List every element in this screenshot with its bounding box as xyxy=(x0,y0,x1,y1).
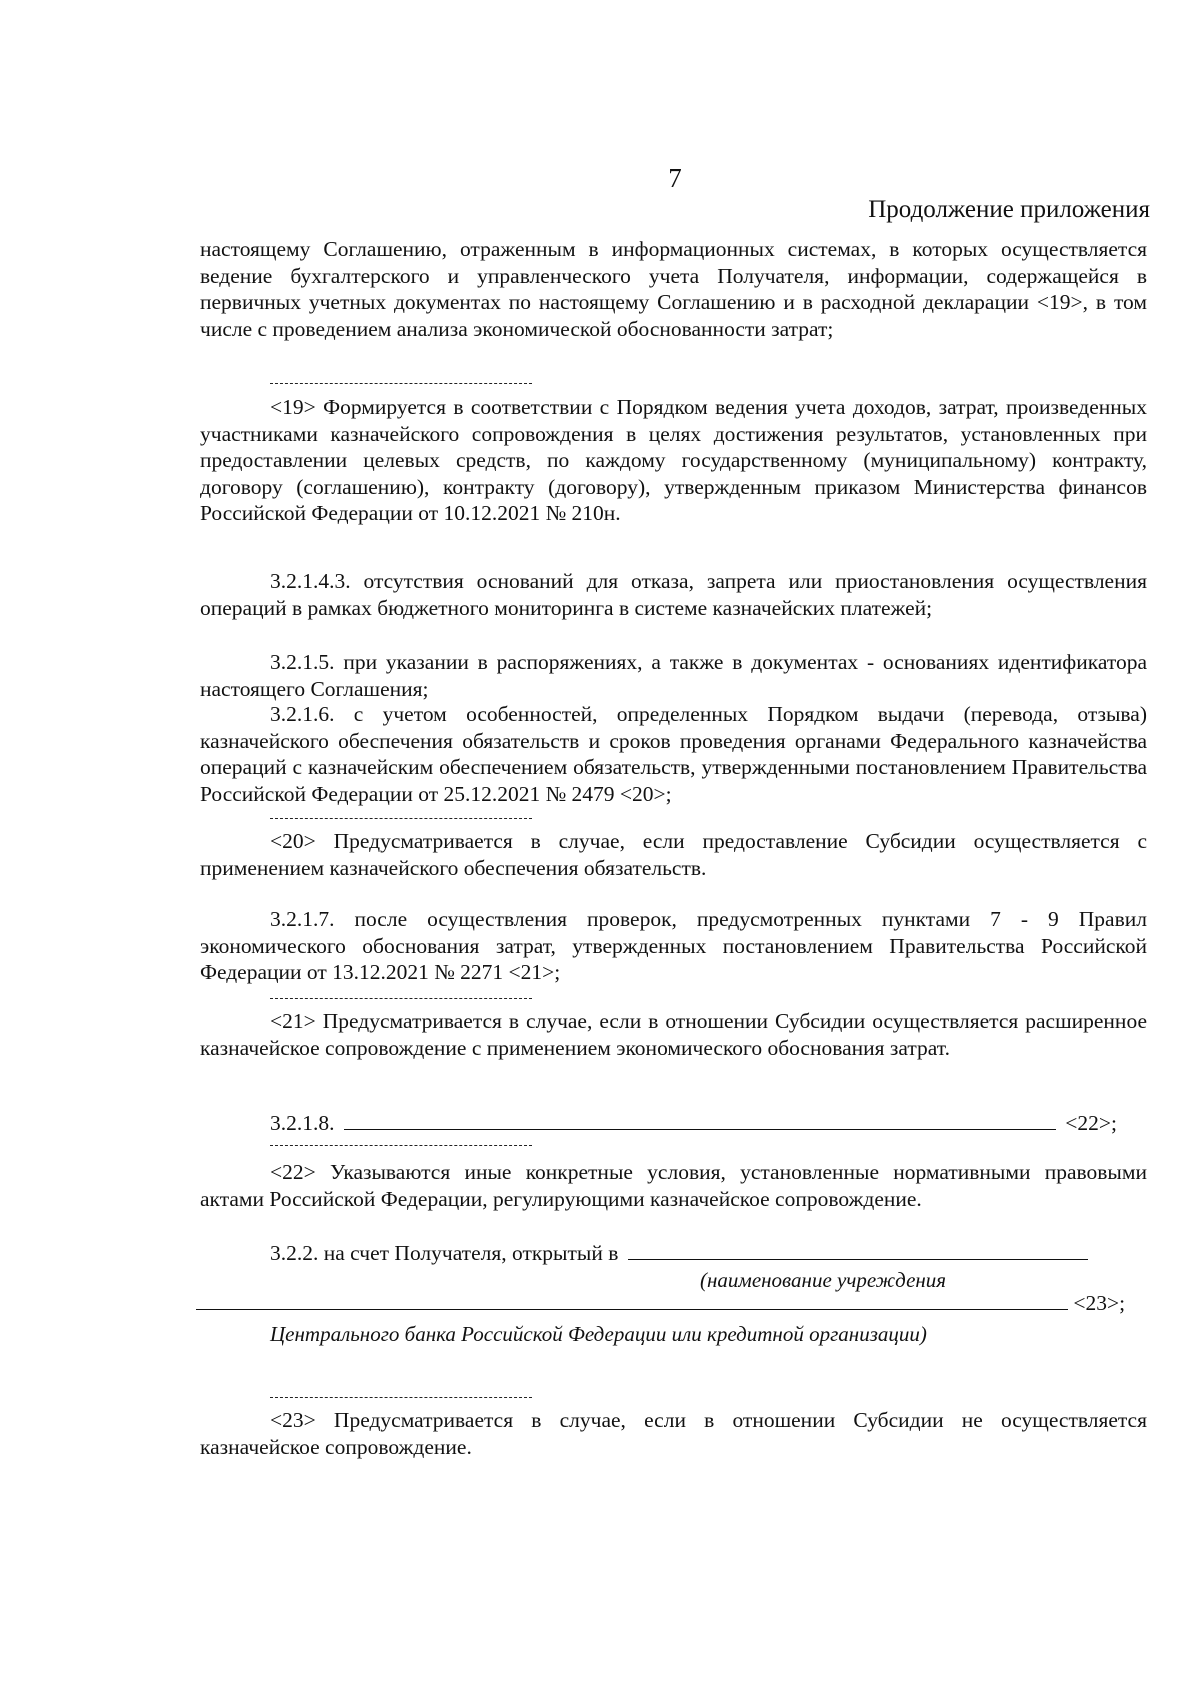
footnote-separator xyxy=(270,998,532,999)
footnote-ref-23: <23>; xyxy=(1073,1291,1126,1315)
paragraph-3-2-1-5: 3.2.1.5. при указании в распоряжениях, а также в документах - основаниях идентификатора настоящего Соглашения; xyxy=(200,650,1147,701)
caption-bank-name: Центрального банка Российской Федерации или кредитной организации) xyxy=(270,1322,927,1346)
paragraph-3-2-1-8 xyxy=(270,1110,1117,1137)
paragraph-3-2-1-8-label: 3.2.1.8. xyxy=(270,1111,335,1135)
footnote-separator xyxy=(270,1397,532,1398)
page-number: 7 xyxy=(668,163,682,193)
paragraph-3-2-1-4-3: 3.2.1.4.3. отсутствия оснований для отказа, запрета или приостановления осуществления операций в рамках бюджетного мониторинга в системе казначейских платежей; xyxy=(200,569,1147,620)
paragraph-continuation: настоящему Соглашению, отраженным в информационных системах, в которых осуществляется ведение бухгалтерского и управленческого учета Получателя, информации, содержащейся в первичных учетных документах по настоящему Соглашению и в расходной декларации <19>, в том числе с проведением анализа экономической обоснованности затрат; xyxy=(200,237,1147,341)
paragraph-3-2-2-line2 xyxy=(196,1290,1125,1317)
footnote-23: <23> Предусматривается в случае, если в отношении Субсидии не осуществляется казначейское сопровождение. xyxy=(200,1408,1147,1459)
footnote-20: <20> Предусматривается в случае, если предоставление Субсидии осуществляется с применением казначейского обеспечения обязательств. xyxy=(200,829,1147,880)
footnote-separator xyxy=(270,818,532,819)
footnote-ref-22: <22>; xyxy=(1065,1111,1117,1135)
footnote-separator xyxy=(270,383,532,384)
caption-institution-name: (наименование учреждения xyxy=(700,1268,947,1292)
paragraph-3-2-2-label: 3.2.2. на счет Получателя, открытый в xyxy=(270,1241,619,1265)
continuation-header: Продолжение приложения xyxy=(868,196,1150,223)
footnote-separator xyxy=(270,1145,532,1146)
footnote-22: <22> Указываются иные конкретные условия, установленные нормативными правовыми актами Российской Федерации, регулирующими казначейское сопровождение. xyxy=(200,1160,1147,1211)
footnote-21: <21> Предусматривается в случае, если в отношении Субсидии осуществляется расширенное казначейское сопровождение с применением экономического обоснования затрат. xyxy=(200,1009,1147,1060)
paragraph-3-2-1-7: 3.2.1.7. после осуществления проверок, предусмотренных пунктами 7 - 9 Правил экономического обоснования затрат, утвержденных постановлением Правительства Российской Федерации от 13.12.2021 № 2271 <21>; xyxy=(200,907,1147,984)
footnote-19: <19> Формируется в соответствии с Порядком ведения учета доходов, затрат, произведенных участниками казначейского сопровождения в целях достижения результатов, установленных при предоставлении целевых средств, по каждому государственному (муниципальному) контракту, договору (соглашению), контракту (договору), утвержденным приказом Министерства финансов Российской Федерации от 10.12.2021 № 210н. xyxy=(200,395,1147,525)
fill-in-line xyxy=(196,1291,1068,1310)
fill-in-line xyxy=(344,1111,1056,1130)
paragraph-3-2-1-6: 3.2.1.6. с учетом особенностей, определенных Порядком выдачи (перевода, отзыва) казначейского обеспечения обязательств и сроков проведения органами Федерального казначейства операций с казначейским обеспечением обязательств, утвержденными постановлением Правительства Российской Федерации от 25.12.2021 № 2479 <20>; xyxy=(200,702,1147,806)
fill-in-line xyxy=(628,1241,1088,1260)
paragraph-3-2-2 xyxy=(270,1240,1088,1267)
